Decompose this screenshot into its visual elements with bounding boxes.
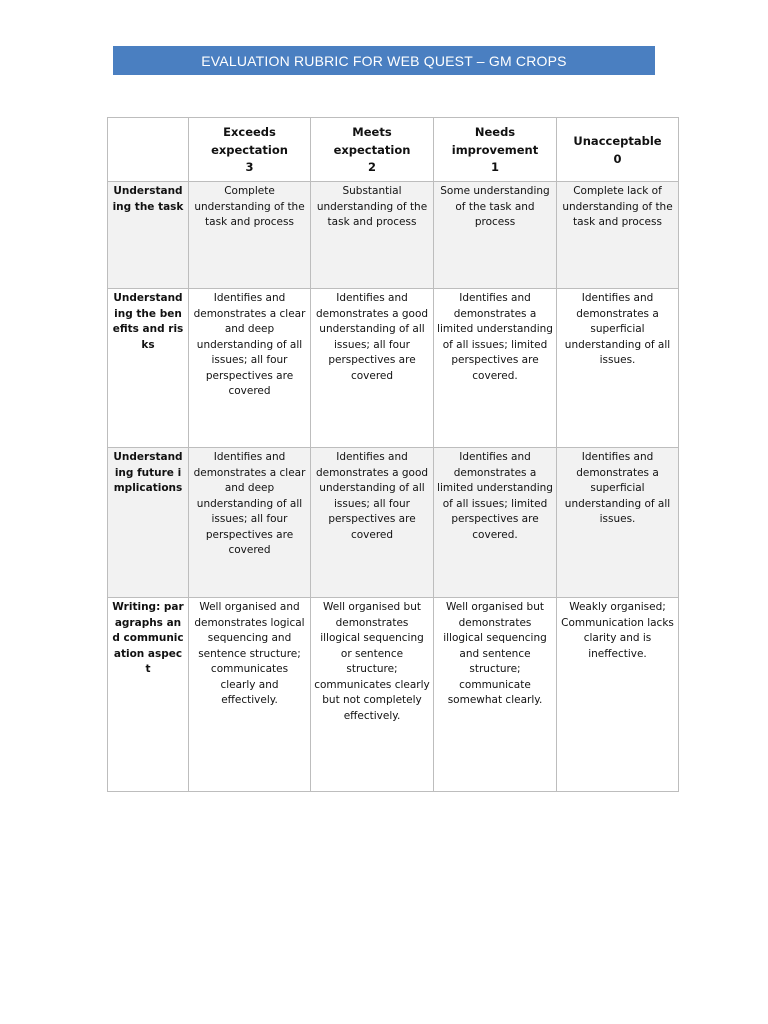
header-exceeds-expectation: Exceeds expectation 3 [189,118,311,182]
evaluation-rubric-table [107,117,679,792]
criterion-label: Understanding the benefits and risks [108,289,189,448]
document-title: EVALUATION RUBRIC FOR WEB QUEST – GM CROPS [113,46,655,75]
criterion-label: Writing: paragraphs and communication aspect [108,598,189,792]
rubric-row-future-implications [108,448,679,598]
rubric-cell: Identifies and demonstrates a limited understanding of all issues; limited perspectives are covered. [434,448,557,598]
rubric-cell: Some understanding of the task and process [434,182,557,289]
rubric-cell: Weakly organised; Communication lacks clarity and is ineffective. [557,598,679,792]
rubric-cell: Identifies and demonstrates a clear and deep understanding of all issues; all four perspectives are covered [189,448,311,598]
rubric-cell: Identifies and demonstrates a superficial understanding of all issues. [557,448,679,598]
header-meets-expectation: Meets expectation 2 [311,118,434,182]
criterion-label: Understanding the task [108,182,189,289]
rubric-cell: Well organised but demonstrates illogical sequencing or sentence structure; communicates clearly but not completely effectively. [311,598,434,792]
rubric-cell: Complete understanding of the task and process [189,182,311,289]
rubric-cell: Identifies and demonstrates a good understanding of all issues; all four perspectives are covered [311,448,434,598]
rubric-cell: Complete lack of understanding of the task and process [557,182,679,289]
rubric-header-row [108,118,679,182]
rubric-cell: Identifies and demonstrates a limited understanding of all issues; limited perspectives are covered. [434,289,557,448]
header-needs-improvement: Needs improvement 1 [434,118,557,182]
header-corner-cell [108,118,189,182]
rubric-cell: Identifies and demonstrates a superficial understanding of all issues. [557,289,679,448]
criterion-label: Understanding future implications [108,448,189,598]
rubric-cell: Identifies and demonstrates a good understanding of all issues; all four perspectives are covered [311,289,434,448]
rubric-row-benefits-risks [108,289,679,448]
rubric-row-writing [108,598,679,792]
header-unacceptable: Unacceptable 0 [557,118,679,182]
rubric-cell: Well organised and demonstrates logical sequencing and sentence structure; communicates clearly and effectively. [189,598,311,792]
rubric-cell: Identifies and demonstrates a clear and deep understanding of all issues; all four perspectives are covered [189,289,311,448]
rubric-cell: Substantial understanding of the task and process [311,182,434,289]
rubric-cell: Well organised but demonstrates illogical sequencing and sentence structure; communicate somewhat clearly. [434,598,557,792]
rubric-row-understanding-task [108,182,679,289]
